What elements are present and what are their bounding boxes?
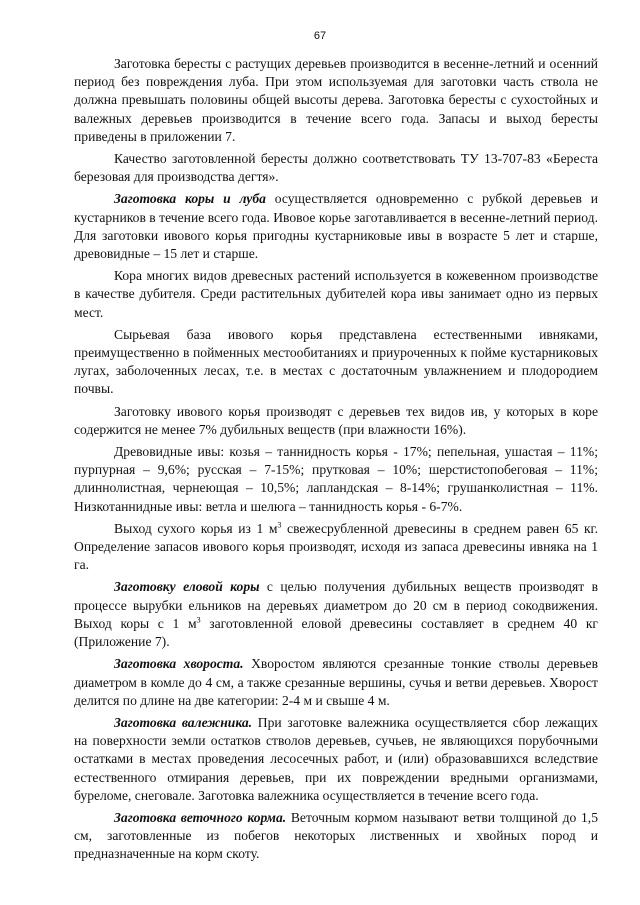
page-number: 67 [313, 30, 327, 42]
paragraph-birch-bark-harvest: Заготовка бересты с растущих деревьев производится в весенне-летний и осенний период без повреждения луба. При этом используемая для заготовки часть ствола не должна превышать половины общей высоты дерева. Заготовка бересты с сухостойных и валежных деревьев производится в течение всего года. Запасы и выход бересты приведены в приложении 7. [74, 56, 598, 144]
paragraph-brushwood: Заготовка хвороста. Хворостом являются срезанные тонкие стволы деревьев диаметром в комле до 4 см, а также срезанные вершины, сучья и ветви деревьев. Хворост делится по длине на две категории: 2-4 м и свыше 4 м. [74, 656, 598, 708]
paragraph-tanning-bark: Кора многих видов древесных растений используется в кожевенном производстве в качестве дубителя. Среди растительных дубителей кора ивы занимает одно из первых мест. [74, 268, 598, 320]
paragraph-willow-tannin-content: Древовидные ивы: козья – таннидность корья - 17%; пепельная, ушастая – 11%; пурпурная – 9,6%; русская – 7-15%; прутковая – 10%; шерстистопобеговая – 11%; длиннолистная, чернеющая – 10,5%; лапландская – 8-14%; грушанколистная – 11%. Низкотаннидные ивы: ветла и шелюга – таннидность корья - 6-7%. [74, 444, 598, 514]
paragraph-browse-fodder: Заготовка веточного корма. Веточным кормом называют ветви толщиной до 1,5 см, заготовленные из побегов некоторых лиственных и хвойных пород и предназначенные на корм скоту. [74, 809, 598, 862]
superscript: 3 [277, 520, 282, 530]
superscript: 3 [196, 615, 201, 625]
paragraph-willow-species-selection: Заготовку ивового корья производят с деревьев тех видов ив, у которых в коре содержится не менее 7% дубильных веществ (при влажности 16%). [74, 403, 598, 437]
paragraph-dry-bark-yield: Выход сухого корья из 1 $м^3$ свежесрубленной древесины в среднем равен 65 кг. Определение запасов ивового корья производят, исходя из запаса древесины ивняка на 1 га. [74, 520, 598, 573]
paragraph-bark-bast-harvest: Заготовка коры и луба осуществляется одновременно с рубкой деревьев и кустарников в течение всего года. Ивовое корье заготавливается в весенне-летний период. Для заготовки ивового корья пригодны кустарниковые ивы в возрасте 5 лет и старше, древовидные – 15 лет и старше. [74, 191, 598, 262]
body-text [74, 55, 598, 868]
paragraph-birch-bark-quality: Качество заготовленной бересты должно соответствовать ТУ 13-707-83 «Береста березовая для производства дегтя». [74, 151, 598, 185]
paragraph-lead: Заготовка хвороста. [114, 656, 244, 672]
paragraph-raw-material-base: Сырьевая база ивового корья представлена естественными ивняками, преимущественно в пойменных местообитаниях и приуроченных к пойме кустарниковых лугах, заболоченных лесах, т.е. в местах с достаточным увлажнением и плодородием почвы. [74, 326, 598, 397]
paragraph-lead: Заготовка веточного корма. [114, 809, 287, 825]
paragraph-spruce-bark: Заготовку еловой коры с целью получения дубильных веществ производят в процессе вырубки ельников на деревьях диаметром до 20 см в период сокодвижения. Выход коры с 1 $м^3$ заготовленной еловой древесины составляет в среднем 40 кг (Приложение 7). [74, 579, 598, 650]
paragraph-lead: Заготовка коры и луба [114, 191, 266, 207]
paragraph-lead: Заготовка валежника. [114, 714, 253, 730]
paragraph-deadwood: Заготовка валежника. При заготовке валежника осуществляется сбор лежащих на поверхности земли остатков стволов деревьев, сучьев, не являющихся порубочными остатками в местах проведения лесосечных работ, и (или) образовавшихся вследствие естественного отмирания деревьев, при их повреждении вредными организмами, буреломе, снеговале. Заготовка валежника осуществляется в течение всего года. [74, 714, 598, 803]
paragraph-lead: Заготовку еловой коры [114, 579, 260, 595]
